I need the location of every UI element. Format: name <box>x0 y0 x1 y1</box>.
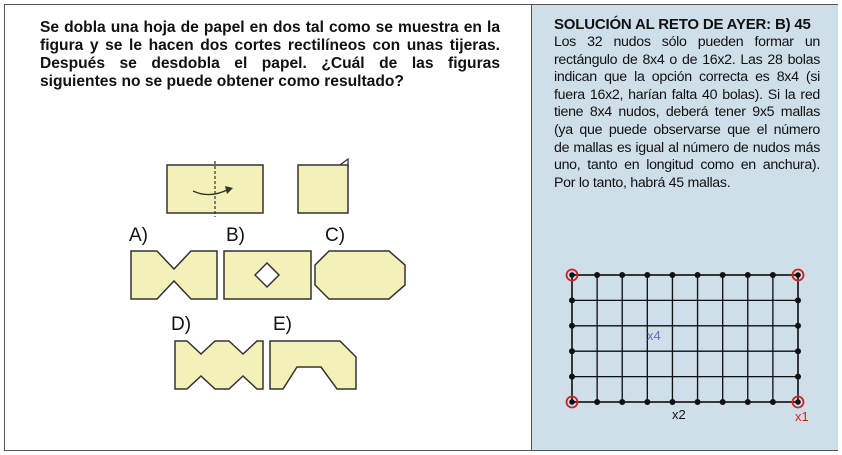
puzzle-panel <box>5 5 530 450</box>
knot <box>644 272 650 278</box>
knot <box>569 374 575 380</box>
knot <box>695 272 701 278</box>
solution-text: Los 32 nudos sólo pueden formar un rectángulo de 8x4 o de 16x2. Las 28 bolas indican que la opción correcta es 8x4 (si fuera 16x2, harían falta 40 bolas). Si la red tiene 8x4 nudos, deberá tener 9x5 mallas (ya que puede observarse que el número de mallas es igual al número de nudos más uno, tanto en longitud como en anchura). Por lo tanto, habrá 45 mallas. <box>554 34 820 191</box>
knot <box>795 297 801 303</box>
option-d-label: D) <box>171 314 192 335</box>
knot <box>795 374 801 380</box>
knot <box>569 323 575 329</box>
option-c-label: C) <box>325 225 346 246</box>
option-e-shape[interactable] <box>270 341 356 389</box>
grid-border <box>572 275 798 402</box>
corner-knot <box>795 272 801 278</box>
corner-knot <box>569 272 575 278</box>
knot <box>745 399 751 405</box>
option-d-shape[interactable] <box>175 341 263 389</box>
puzzle-figures <box>5 5 530 450</box>
knot <box>619 399 625 405</box>
knot <box>669 272 675 278</box>
knot <box>745 272 751 278</box>
knot <box>669 399 675 405</box>
option-b-shape[interactable] <box>224 251 311 299</box>
net-grid-diagram <box>532 5 838 450</box>
knot <box>770 399 776 405</box>
knot <box>569 348 575 354</box>
question-text: Se dobla una hoja de papel en dos tal como se muestra en la figura y se le hacen dos cortes rectilíneos con unas tijeras. Después se desdobla el papel. ¿Cuál de las figuras siguientes no se puede obtener como resultado? <box>40 19 500 90</box>
knot <box>720 399 726 405</box>
label-x1: x1 <box>795 409 809 424</box>
knot <box>720 272 726 278</box>
label-x2: x2 <box>672 407 686 422</box>
knot <box>695 399 701 405</box>
knot <box>619 272 625 278</box>
corner-knot <box>795 399 801 405</box>
unfolded-sheet-figure <box>167 161 263 217</box>
option-e-label: E) <box>273 314 292 335</box>
solution-panel <box>531 5 838 450</box>
knot <box>770 272 776 278</box>
option-b-label: B) <box>226 225 245 246</box>
option-c-shape[interactable] <box>315 251 405 299</box>
folded-sheet-figure <box>298 159 348 213</box>
solution-title: SOLUCIÓN AL RETO DE AYER: B) 45 <box>554 16 811 33</box>
option-a-shape[interactable] <box>131 251 217 299</box>
option-a-label: A) <box>129 225 148 246</box>
knot <box>594 272 600 278</box>
knot <box>644 399 650 405</box>
knot <box>594 399 600 405</box>
knot <box>569 297 575 303</box>
corner-knot <box>569 399 575 405</box>
knot <box>795 323 801 329</box>
label-x4: x4 <box>647 328 661 343</box>
knot <box>795 348 801 354</box>
